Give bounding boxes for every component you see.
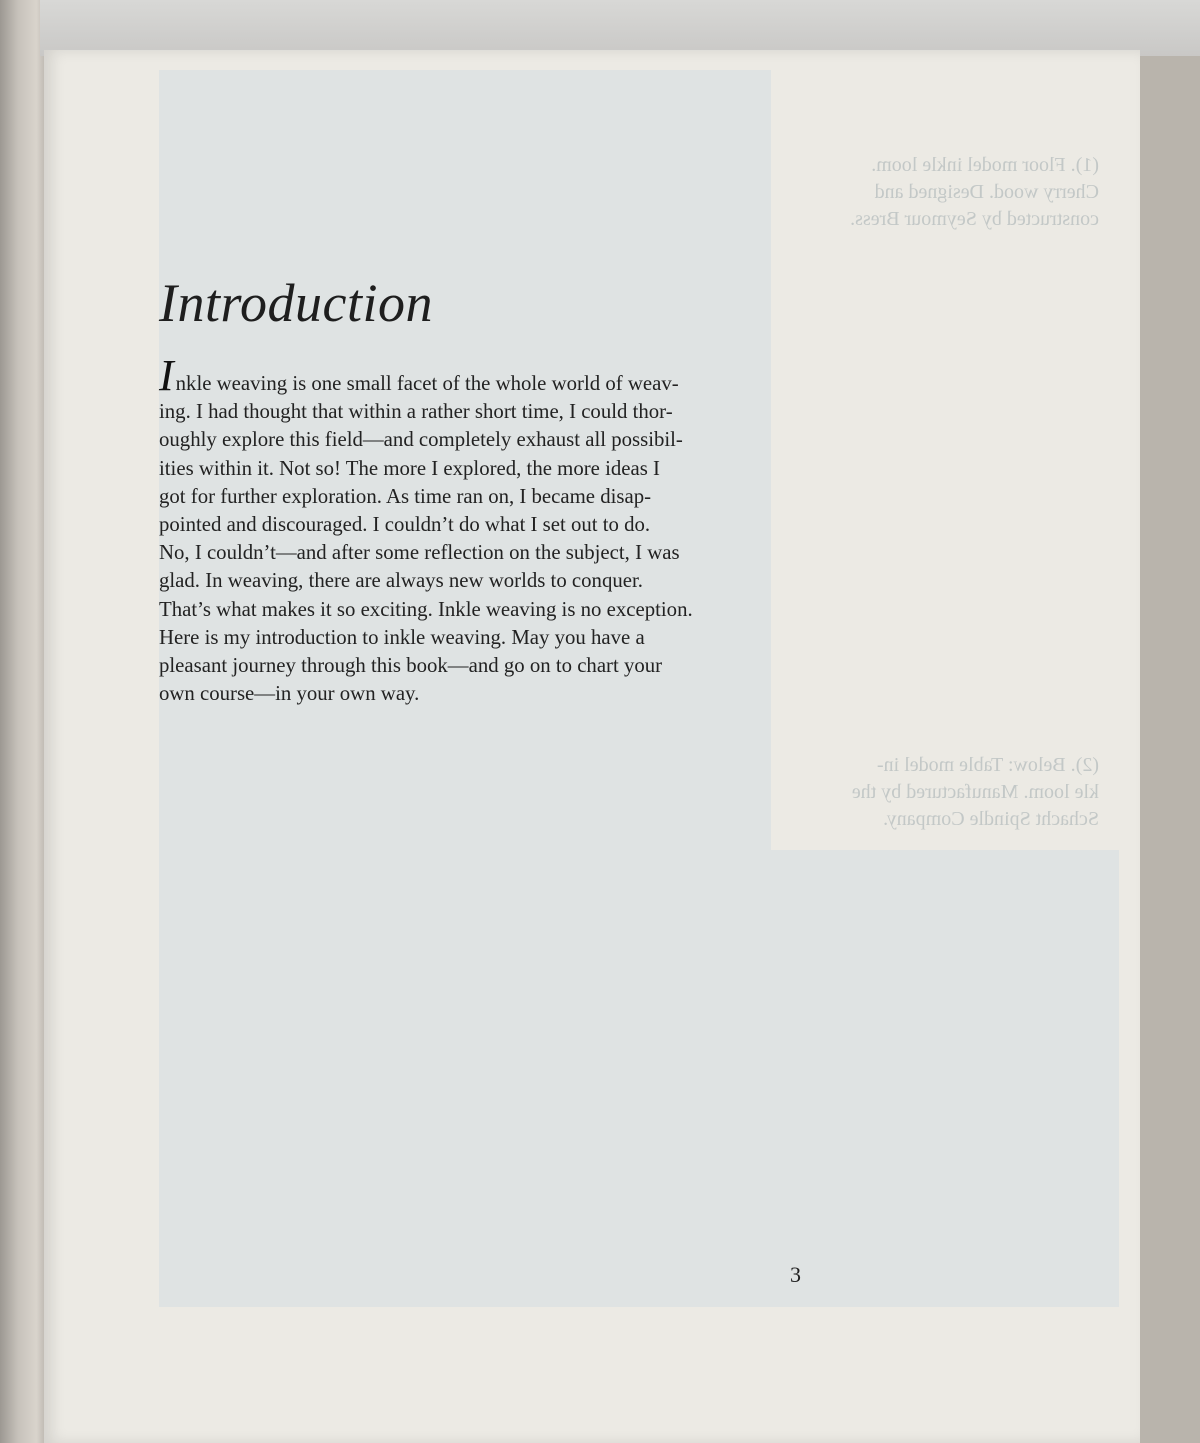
- page-number: 3: [790, 1262, 801, 1287]
- book-page: [44, 50, 1140, 1443]
- paragraph-1-text: nkle weaving is one small facet of the whole world of weav- ing. I had thought that within a rather short time, I could thor- oughly explore this field—and completely exhaust all possibil- ities within it. Not so! The more I explored, the more ideas I got for further exploration. As time ran on, I became disap- pointed and discouraged. I couldn’t do what I set out to do. No, I couldn’t—and after some reflection on the subject, I was glad. In weaving, there are always new worlds to conquer. That’s what makes it so exciting. Inkle weaving is no exception.: [159, 372, 693, 621]
- chapter-body: [159, 351, 799, 708]
- show-through-photo-2: [159, 850, 1119, 1307]
- paragraph-1: [159, 351, 799, 624]
- show-through-caption-1: (1). Floor model inkle loom. Cherry wood. Designed and constructed by Seymour Bress.: [850, 154, 1099, 230]
- show-through-caption-2: (2). Below: Table model in- kle loom. Manufactured by the Schacht Spindle Company.: [851, 754, 1099, 830]
- drop-cap: I: [159, 351, 174, 400]
- paragraph-2: Here is my introduction to inkle weaving. May you have a pleasant journey through this book—and go on to chart your own course—in your own way.: [159, 625, 663, 706]
- background-surface: [40, 0, 1200, 56]
- chapter-title: Introduction: [159, 273, 433, 333]
